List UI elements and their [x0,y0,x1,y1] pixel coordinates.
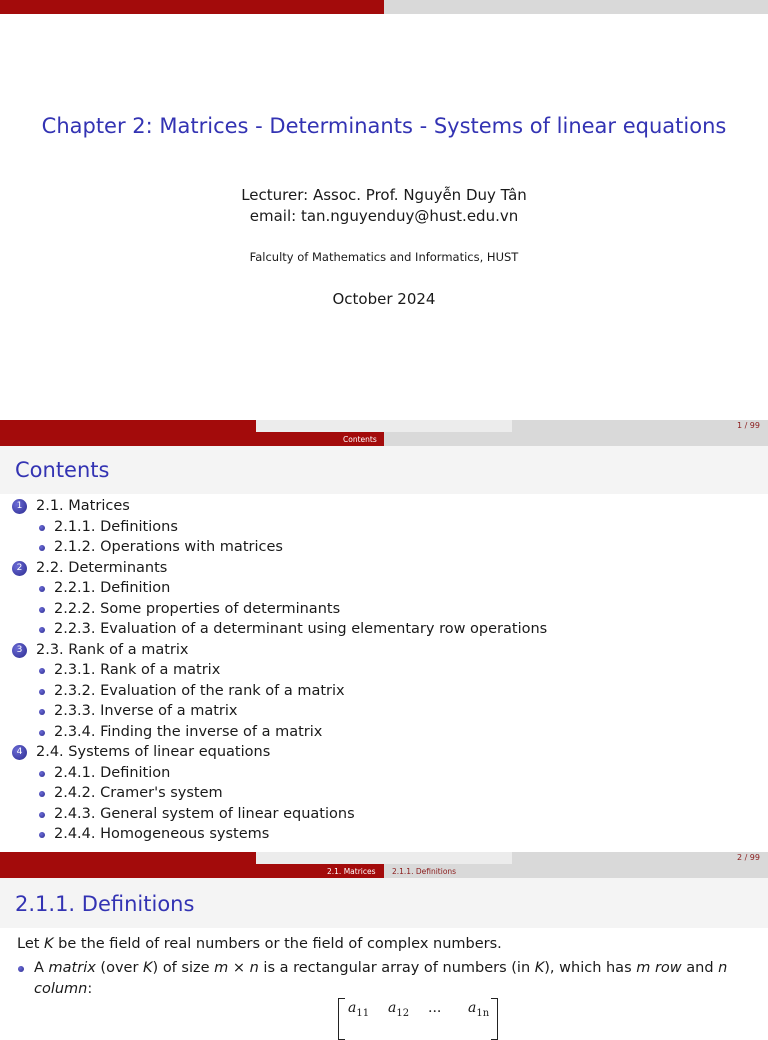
toc-subsection[interactable] [12,804,547,825]
subsection-label: 2.2.3. Evaluation of a determinant using elementary row operations [54,621,548,637]
bullet-icon [39,730,45,736]
toc-section[interactable] [12,496,547,517]
bullet-part: is a rectangular array of numbers (in [258,960,535,976]
cell-base: a [348,1000,357,1016]
matrix-cell [388,1000,409,1019]
cell-ellipsis: ... [428,1000,442,1016]
term-row: row [650,960,682,976]
nav-contents[interactable]: Contents [343,435,377,444]
cell-sub: 11 [356,1007,370,1019]
toc-subsection[interactable] [12,824,547,845]
section-number-icon: 1 [12,499,27,514]
bullet-icon [39,709,45,715]
matrix-cell [428,1000,441,1016]
bullet-part: ), which has [544,960,637,976]
subsection-label: 2.3.4. Finding the inverse of a matrix [54,723,323,740]
field-symbol: K [143,960,153,976]
bullet-icon [39,607,45,613]
term-column: column [34,981,88,997]
bullet-icon [39,668,45,674]
field-symbol: K [44,936,54,952]
toc-section[interactable] [12,640,547,661]
nav-strip-light [384,432,768,446]
frame-title-bar [0,446,768,494]
cell-sub: 12 [396,1007,410,1019]
subsection-label: 2.2.2. Some properties of determinants [54,600,341,617]
bullet-icon [39,791,45,797]
bullet-icon [39,545,45,551]
page-number: 1 / 99 [736,421,760,430]
bullet-part: A [34,960,49,976]
chapter-title: Chapter 2: Matrices - Determinants - Systems of linear equations [41,114,727,138]
matrix-cell [348,1000,369,1019]
toc-subsection[interactable] [12,660,547,681]
subsection-label: 2.2.1. Definition [54,580,171,596]
section-label: 2.2. Determinants [36,559,168,576]
subsection-label: 2.3.2. Evaluation of the rank of a matrix [54,682,345,699]
nav-section[interactable]: 2.1. Matrices [327,867,376,876]
definitions-slide [0,878,768,1024]
bullet-icon [39,771,45,777]
field-symbol: K [534,960,545,976]
subsection-label: 2.1.1. Definitions [54,518,178,535]
toc-subsection[interactable] [12,763,547,784]
contents-nav-strip [0,432,768,446]
intro-text [17,936,502,952]
subsection-label: 2.4.1. Definition [54,764,171,781]
toc-subsection[interactable] [12,537,547,558]
matrix-definition-bullet [34,958,752,1000]
n-symbol: n [718,960,728,976]
toc-subsection[interactable] [12,578,547,599]
bullet-icon [39,586,45,592]
frame-title: Contents [15,458,110,482]
matrix-cell [468,1000,489,1019]
cell-base: a [468,1000,477,1016]
toc-subsection[interactable] [12,619,547,640]
toc-section[interactable] [12,558,547,579]
subsection-label: 2.4.4. Homogeneous systems [54,826,270,842]
cell-base: a [388,1000,397,1016]
institution-line: Falculty of Mathematics and Informatics, HUST [249,250,519,264]
toc-subsection[interactable] [12,701,547,722]
bullet-icon [39,832,45,838]
subsection-label: 2.4.3. General system of linear equations [54,805,355,822]
page-number: 2 / 99 [736,853,760,862]
section-label: 2.1. Matrices [36,498,130,514]
subsection-label: 2.1.2. Operations with matrices [54,539,283,555]
progress-track [384,0,768,14]
right-bracket [491,998,498,1040]
bullet-part: (over [95,960,144,976]
frame-title: 2.1.1. Definitions [15,892,195,916]
section-number-icon: 3 [12,643,27,658]
bullet-icon [18,966,24,972]
toc-subsection[interactable] [12,722,547,743]
bullet-part: : [87,981,93,997]
intro-part: Let [17,936,45,952]
bullet-part: and [681,960,719,976]
toc-subsection[interactable] [12,517,547,538]
section-label: 2.3. Rank of a matrix [36,641,189,658]
section-nav-strip [0,864,768,878]
bullet-icon [39,627,45,633]
email-line[interactable]: email: tan.nguyenduy@hust.edu.vn [249,207,519,225]
size-expression: m × n [214,960,259,976]
bullet-icon [39,525,45,531]
cell-sub: 1n [476,1007,490,1019]
section-number-icon: 4 [12,745,27,760]
toc-subsection[interactable] [12,783,547,804]
section-number-icon: 2 [12,561,27,576]
subsection-label: 2.4.2. Cramer's system [54,785,223,801]
m-symbol: m [636,960,651,976]
date-line: October 2024 [332,290,436,308]
bullet-icon [39,689,45,695]
subsection-label: 2.3.3. Inverse of a matrix [54,703,238,719]
progress-fill [0,0,384,14]
bullet-icon [39,812,45,818]
lecturer-line: Lecturer: Assoc. Prof. Nguyễn Duy Tân [241,186,527,204]
intro-part: be the field of real numbers or the field of complex numbers. [53,936,502,952]
toc-subsection[interactable] [12,599,547,620]
contents-slide [0,446,768,852]
nav-subsection[interactable]: 2.1.1. Definitions [392,867,457,876]
bullet-part: ) of size [152,960,215,976]
top-progress-bar [0,0,768,14]
left-bracket [338,998,345,1040]
title-slide [0,0,768,430]
matrix-display [338,998,498,1038]
toc-section[interactable] [12,742,547,763]
section-label: 2.4. Systems of linear equations [36,744,271,760]
table-of-contents [12,496,547,845]
toc-subsection[interactable] [12,681,547,702]
term-matrix: matrix [48,960,96,976]
frame-title-bar [0,878,768,928]
subsection-label: 2.3.1. Rank of a matrix [54,662,221,678]
